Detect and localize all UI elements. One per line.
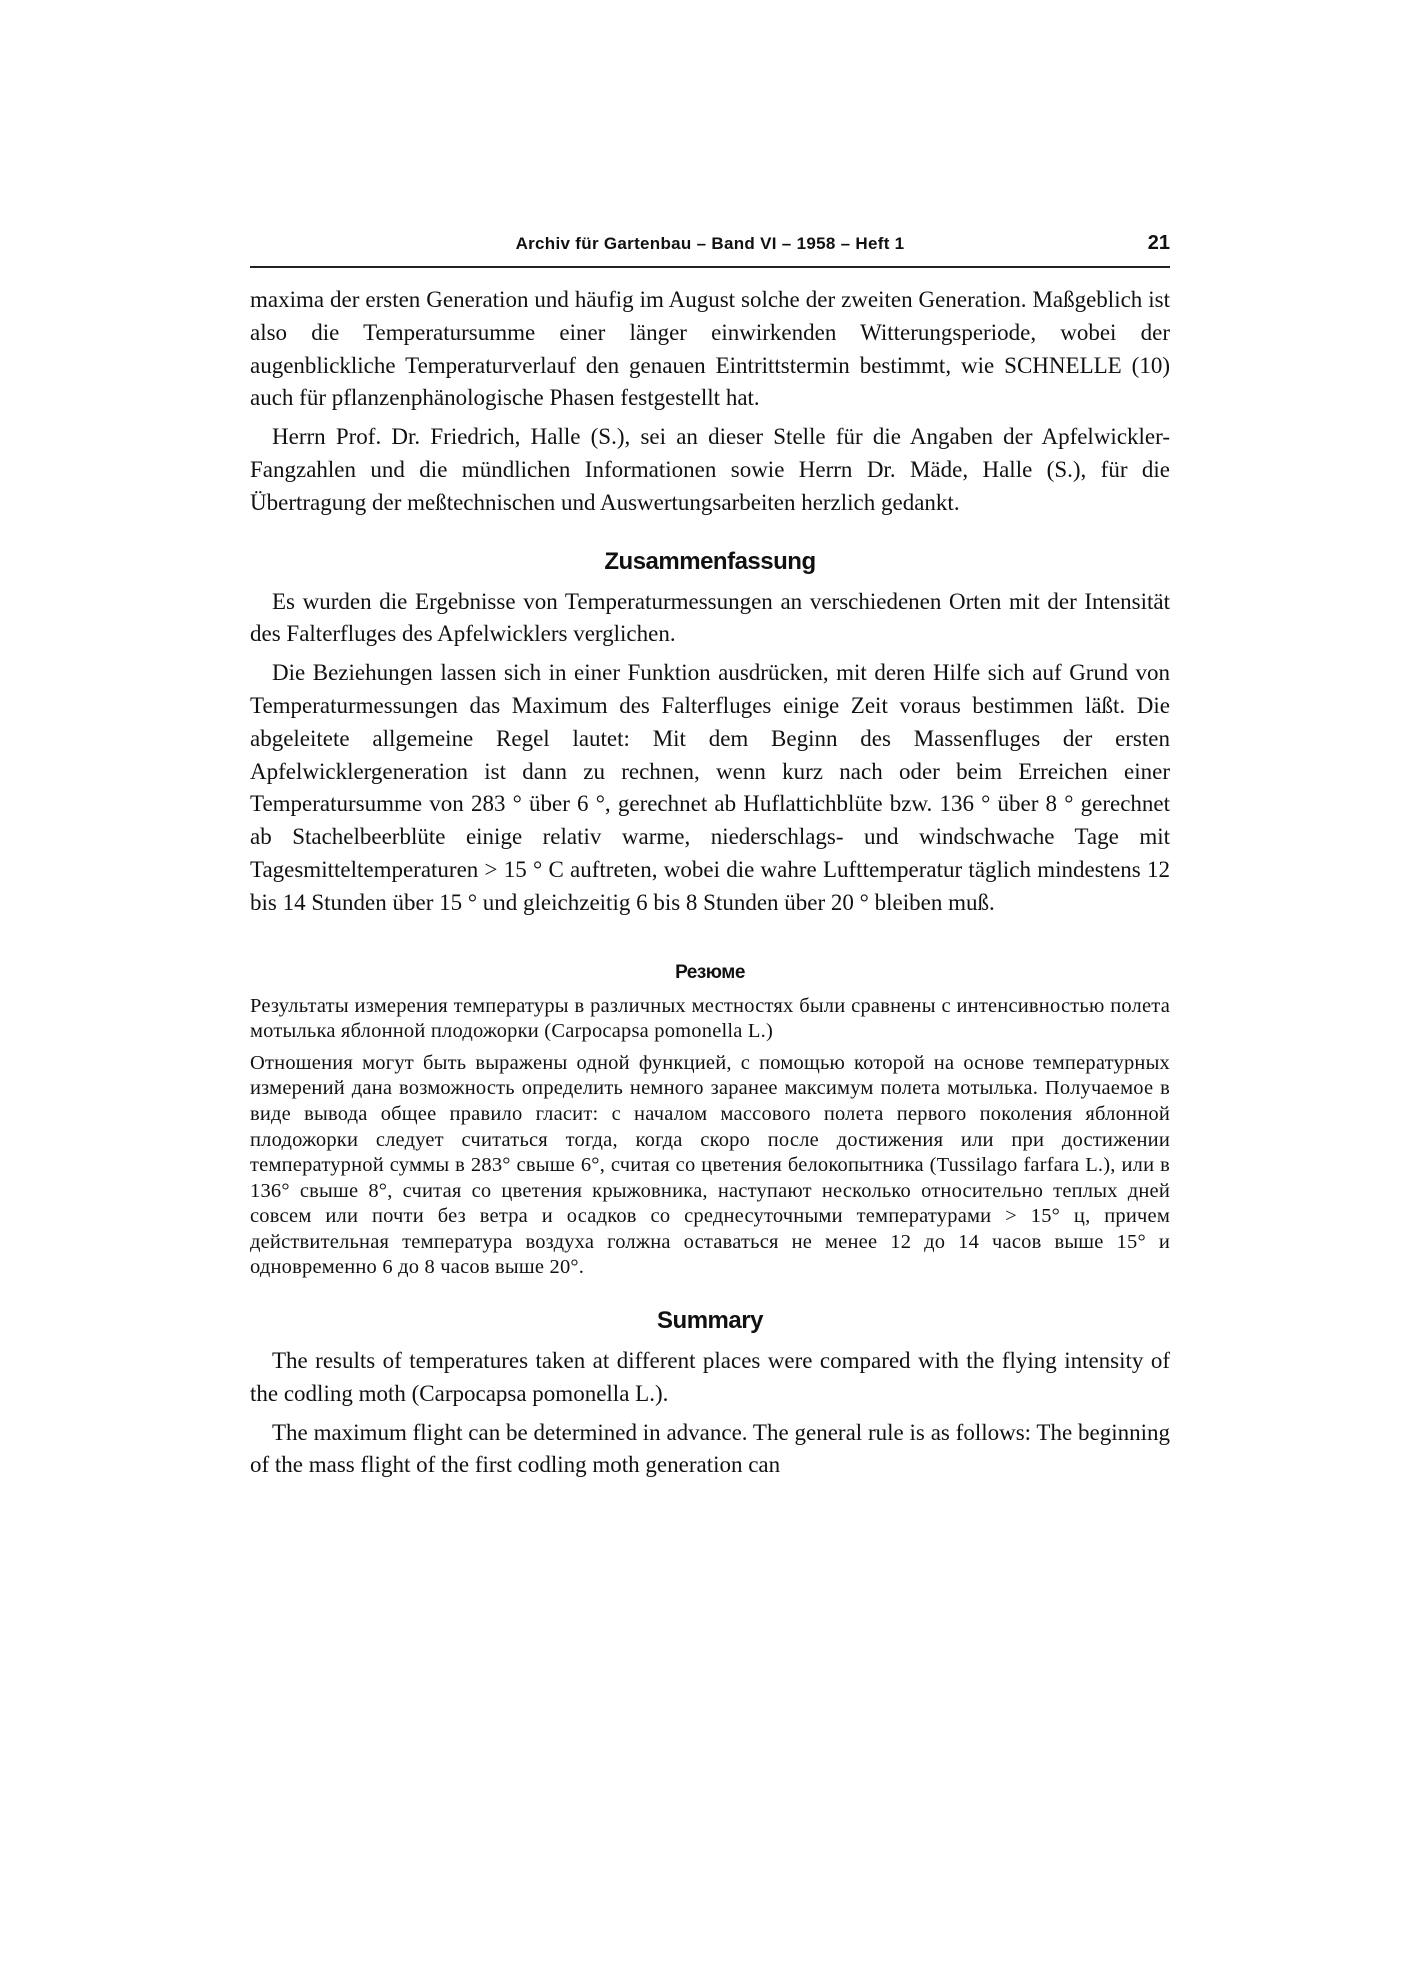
summary-section [250,1307,1170,1482]
page-number: 21 [1147,232,1170,254]
zusammenfassung-heading: Zusammenfassung [604,547,816,575]
resume-paragraph-2: Отношения могут быть выражены одной функцией, с помощью которой на основе температурных измерений дана возможность определить немного заранее максимум полета мотылька. Получаемое в виде вывода общее правило гласит: с началом массового полета первого поколения яблонной плодожорки следует считаться тогда, когда скоро после достижения или при достижении температурной суммы в 283° свыше 6°, считая со цветения белокопытника (Tussilago farfara L.), или в 136° свыше 8°, считая со цветения крыжовника, наступают несколько относительно теплых дней совсем или почти без ветра и осадков со среднесуточными температурами > 15° ц, причем действительная температура воздуха голжна оставаться не менее 12 до 14 часов выше 15° и одновременно 6 до 8 часов выше 20°. [250,1051,1170,1279]
zusammenfassung-section [250,548,1170,920]
body-paragraph-1: maxima der ersten Generation und häufig im August solche der zweiten Generation. Maßgeblich ist also die Temperatursumme einer länger einwirkenden Witterungsperiode, wobei der augenblickliche Temperaturverlauf den genauen Eintrittstermin bestimmt, wie SCHNELLE (10) auch für pflanzenphänologische Phasen festgestellt hat. [250,287,1170,411]
resume-section [250,962,1170,1282]
body-section [250,284,1170,520]
summary-paragraph-2: The maximum flight can be determined in advance. The general rule is as follows: The beginning of the mass flight of the first codling moth generation can [250,1419,1170,1478]
summary-paragraph-1: The results of temperatures taken at different places were compared with the flying intensity of the codling moth (Carpocapsa pomonella L.). [250,1348,1170,1406]
zusammenfassung-paragraph-2: Die Beziehungen lassen sich in einer Funktion ausdrücken, mit deren Hilfe sich auf Grund von Temperaturmessungen das Maximum des Falterfluges einige Zeit voraus bestimmen läßt. Die abgeleitete allgemeine Regel lautet: Mit dem Beginn des Massenfluges der ersten Apfelwicklergeneration ist dann zu rechnen, wenn kurz nach oder beim Erreichen einer Temperatursumme von 283 ° über 6 °, gerechnet ab Huflattichblüte bzw. 136 ° über 8 ° gerechnet ab Stachelbeerblüte einige relativ warme, niederschlags- und windschwache Tage mit Tagesmitteltemperaturen > 15 ° C auftreten, wobei die wahre Lufttemperatur täglich mindestens 12 bis 14 Stunden über 15 ° und gleichzeitig 6 bis 8 Stunden über 20 ° bleiben muß. [250,660,1170,915]
resume-paragraph-1: Результаты измерения температуры в различных местностях были сравнены с интенсивностью полета мотылька яблонной плодожорки (Carpocapsa pomonella L.) [250,994,1170,1043]
journal-page [250,230,1170,1482]
zusammenfassung-paragraph-1: Es wurden die Ergebnisse von Temperaturmessungen an verschiedenen Orten mit der Intensität des Falterfluges des Apfelwicklers verglichen. [250,588,1170,647]
summary-heading: Summary [657,1307,763,1335]
running-head [250,230,1170,268]
body-paragraph-2: Herrn Prof. Dr. Friedrich, Halle (S.), sei an dieser Stelle für die Angaben der Apfelwickler-Fangzahlen und die mündlichen Informationen sowie Herrn Dr. Mäde, Halle (S.), für die Übertragung der meßtechnischen und Auswertungsarbeiten herzlich gedankt. [250,424,1170,515]
resume-heading: Резюме [675,961,745,983]
running-title: Archiv für Gartenbau – Band VI – 1958 – Heft 1 [515,234,905,253]
